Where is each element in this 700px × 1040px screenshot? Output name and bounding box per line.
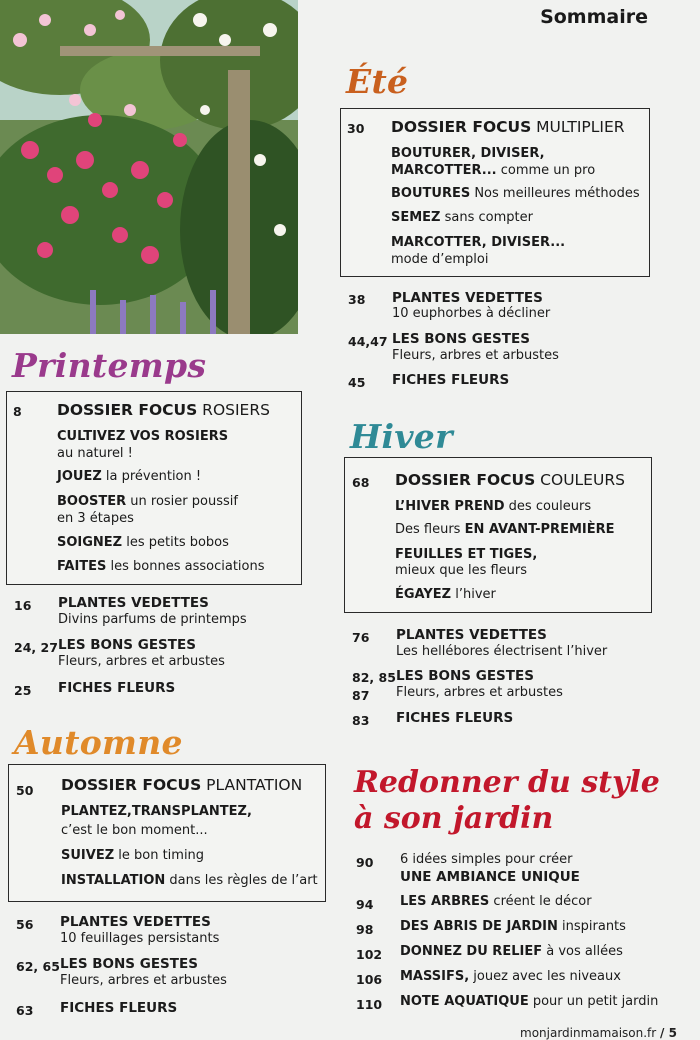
focus-box-printemps	[6, 391, 302, 585]
entry-title: FICHES FLEURS	[60, 1000, 178, 1016]
entry-title: LES BONS GESTES	[396, 668, 534, 684]
entry-desc: 6 idées simples pour créer	[400, 852, 573, 867]
focus-item: ÉGAYEZ l’hiver	[395, 587, 496, 602]
focus-item: BOOSTER un rosier poussif	[57, 494, 238, 509]
focus-item: SEMEZ sans compter	[391, 210, 533, 225]
focus-title: DOSSIER FOCUS PLANTATION	[61, 776, 303, 794]
focus-box-hiver	[344, 457, 652, 613]
focus-item: BOUTURES Nos meilleures méthodes	[391, 186, 640, 201]
focus-item: c’est le bon moment...	[61, 823, 208, 838]
page-number: 16	[14, 598, 32, 613]
page-number: 63	[16, 1003, 34, 1018]
page-number: 110	[356, 997, 383, 1012]
entry-title: FICHES FLEURS	[396, 710, 514, 726]
entry-title: LES BONS GESTES	[392, 331, 530, 347]
page-number: 90	[356, 855, 374, 870]
page-title: Sommaire	[540, 6, 648, 28]
entry-desc: Fleurs, arbres et arbustes	[392, 348, 559, 363]
focus-item: mieux que les fleurs	[395, 563, 528, 578]
page-number: 87	[352, 688, 370, 703]
entry-line: DONNEZ DU RELIEF à vos allées	[400, 944, 623, 959]
focus-title: DOSSIER FOCUS MULTIPLIER	[391, 118, 625, 136]
page-number: 8	[13, 404, 22, 419]
focus-item: SOIGNEZ les petits bobos	[57, 535, 229, 550]
focus-item: L’HIVER PREND des couleurs	[395, 499, 592, 514]
page-number: 98	[356, 922, 374, 937]
entry-title: PLANTES VEDETTES	[392, 290, 543, 306]
page-number: 56	[16, 917, 34, 932]
page-number: 106	[356, 972, 383, 987]
page-number: 38	[348, 292, 366, 307]
footer	[520, 1026, 677, 1040]
focus-item: CULTIVEZ VOS ROSIERS	[57, 429, 229, 444]
page-number: 25	[14, 683, 32, 698]
page-number: 94	[356, 897, 374, 912]
focus-title: DOSSIER FOCUS COULEURS	[395, 471, 625, 489]
entry-title: PLANTES VEDETTES	[396, 627, 547, 643]
section-title-printemps: Printemps	[12, 346, 207, 385]
focus-box-ete	[340, 108, 650, 277]
focus-item: mode d’emploi	[391, 252, 489, 267]
section-title-redonner-line2: à son jardin	[354, 801, 554, 836]
page-number: 30	[347, 121, 365, 136]
footer-page-number: / 5	[660, 1026, 677, 1040]
focus-item: SUIVEZ le bon timing	[61, 848, 205, 863]
focus-item: en 3 étapes	[57, 511, 134, 526]
focus-item: MARCOTTER... comme un pro	[391, 163, 596, 178]
page-number: 62, 65	[16, 959, 60, 974]
entry-line: NOTE AQUATIQUE pour un petit jardin	[400, 994, 659, 1009]
entry-title: PLANTES VEDETTES	[58, 595, 209, 611]
section-title-redonner-line1: Redonner du style	[354, 765, 660, 800]
entry-line: DES ABRIS DE JARDIN inspirants	[400, 919, 626, 934]
entry-desc: 10 feuillages persistants	[60, 931, 220, 946]
entry-line: LES ARBRES créent le décor	[400, 894, 592, 909]
focus-item: FEUILLES ET TIGES,	[395, 547, 538, 562]
focus-item: Des fleurs EN AVANT-PREMIÈRE	[395, 522, 615, 537]
entry-title: PLANTES VEDETTES	[60, 914, 211, 930]
entry-title: FICHES FLEURS	[392, 372, 510, 388]
section-title-automne: Automne	[14, 723, 183, 762]
garden-photo	[0, 0, 298, 334]
page-number: 76	[352, 630, 370, 645]
page-number: 68	[352, 475, 370, 490]
entry-title: LES BONS GESTES	[58, 637, 196, 653]
entry-title: UNE AMBIANCE UNIQUE	[400, 869, 580, 885]
footer-site: monjardinmamaison.fr	[520, 1026, 657, 1040]
page-number: 83	[352, 713, 370, 728]
entry-desc: Fleurs, arbres et arbustes	[60, 973, 227, 988]
page-number: 44,47	[348, 334, 388, 349]
entry-title: FICHES FLEURS	[58, 680, 176, 696]
section-title-hiver: Hiver	[350, 417, 453, 456]
focus-item: PLANTEZ,TRANSPLANTEZ,	[61, 804, 252, 819]
page-number: 45	[348, 375, 366, 390]
entry-title: LES BONS GESTES	[60, 956, 198, 972]
entry-desc: Les hellébores électrisent l’hiver	[396, 644, 608, 659]
entry-desc: Fleurs, arbres et arbustes	[396, 685, 563, 700]
page-number: 82, 85	[352, 670, 396, 685]
page-number: 50	[16, 783, 34, 798]
entry-desc: 10 euphorbes à décliner	[392, 306, 551, 321]
focus-item: INSTALLATION dans les règles de l’art	[61, 873, 318, 888]
focus-title: DOSSIER FOCUS ROSIERS	[57, 401, 270, 419]
entry-line: MASSIFS, jouez avec les niveaux	[400, 969, 621, 984]
focus-item: JOUEZ la prévention !	[57, 469, 202, 484]
focus-item: BOUTURER, DIVISER,	[391, 146, 545, 161]
page-number: 102	[356, 947, 383, 962]
focus-item: MARCOTTER, DIVISER...	[391, 235, 566, 250]
entry-desc: Divins parfums de printemps	[58, 612, 247, 627]
focus-item: FAITES les bonnes associations	[57, 559, 265, 574]
section-title-ete: Été	[346, 62, 409, 101]
page-number: 24, 27	[14, 640, 58, 655]
entry-desc: Fleurs, arbres et arbustes	[58, 654, 225, 669]
focus-box-automne	[8, 764, 326, 902]
focus-item: au naturel !	[57, 446, 133, 461]
